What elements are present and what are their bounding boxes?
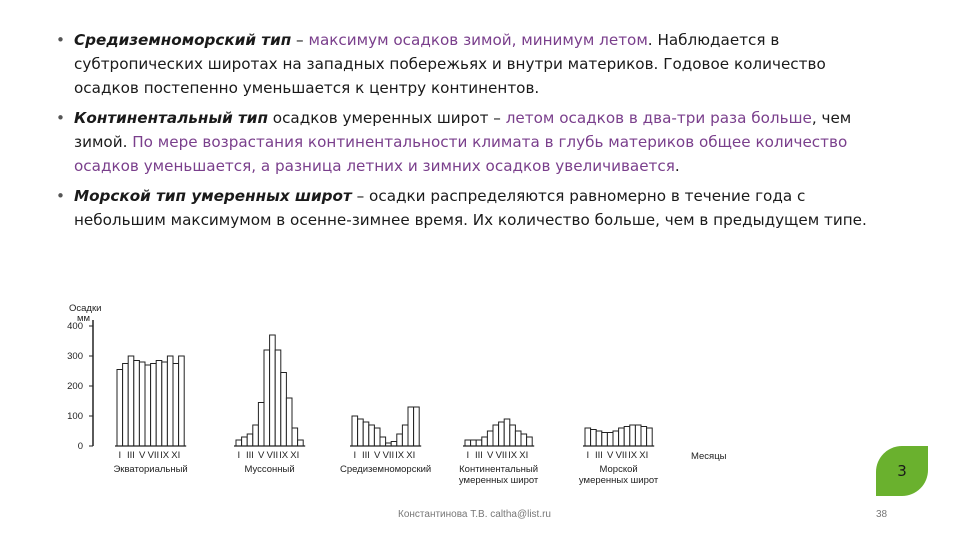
bar — [630, 425, 636, 446]
month-tick-label: XI — [290, 450, 300, 461]
month-tick-label: VII — [266, 450, 279, 461]
series-caption: умеренных широт — [578, 475, 659, 486]
bar — [402, 425, 408, 446]
bar — [515, 431, 521, 446]
bar — [613, 431, 619, 446]
slide-badge: 3 — [876, 446, 928, 496]
bar — [504, 419, 510, 446]
bar — [635, 425, 641, 446]
bar — [151, 364, 157, 447]
text: . — [674, 157, 680, 175]
bar — [358, 419, 364, 446]
bar — [374, 428, 380, 446]
month-tick-label: VII — [615, 450, 628, 461]
bar — [607, 433, 613, 447]
bar — [585, 428, 591, 446]
highlight: По мере возрастания континентальности климата в глубь материков общее количество осадков уменьшается, а разница летних и зимних осадков увеличивается — [74, 133, 848, 175]
bar — [117, 370, 123, 447]
text: осадков умеренных широт – — [267, 109, 506, 127]
month-tick-label: XI — [639, 450, 649, 461]
bar — [380, 437, 386, 446]
bar — [493, 425, 499, 446]
bar — [134, 361, 140, 447]
month-tick-label: I — [353, 450, 357, 461]
bar — [363, 422, 369, 446]
month-tick-label: XI — [171, 450, 181, 461]
bar — [236, 440, 242, 446]
bar — [482, 437, 488, 446]
bullet-dot: • — [56, 187, 65, 205]
chart-svg — [55, 296, 755, 496]
bar — [173, 364, 179, 447]
month-tick-label: XI — [406, 450, 416, 461]
month-tick-label: VII — [495, 450, 508, 461]
bar — [647, 428, 653, 446]
series-caption: Средиземноморский — [339, 464, 432, 475]
bar — [471, 440, 477, 446]
month-tick-label: III — [475, 450, 483, 461]
month-tick-label: IX — [628, 450, 638, 461]
bar — [298, 440, 304, 446]
month-tick-label: VII — [382, 450, 395, 461]
series-caption: Муссонный — [244, 464, 295, 475]
month-tick-label: V — [607, 450, 614, 461]
y-tick-label: 200 — [67, 381, 83, 392]
bar — [247, 434, 253, 446]
bar — [264, 350, 270, 446]
bullet-mediterranean — [56, 28, 876, 100]
y-tick-label: 300 — [67, 351, 83, 362]
highlight: летом осадков в два-три раза больше — [505, 109, 812, 127]
month-tick-label: V — [487, 450, 494, 461]
bar — [414, 407, 420, 446]
bar — [258, 403, 264, 447]
bar — [369, 425, 375, 446]
month-tick-label: I — [586, 450, 590, 461]
bar — [270, 335, 276, 446]
series-caption: умеренных широт — [458, 475, 539, 486]
bar — [619, 428, 625, 446]
precipitation-chart — [55, 296, 755, 496]
month-tick-label: III — [362, 450, 370, 461]
bar — [641, 427, 647, 447]
bar — [499, 422, 505, 446]
bar — [602, 433, 608, 447]
month-tick-label: III — [127, 450, 135, 461]
series-caption: Экваториальный — [113, 464, 188, 475]
bar — [521, 434, 527, 446]
bar — [179, 356, 185, 446]
month-tick-label: IX — [395, 450, 405, 461]
bar — [391, 442, 397, 447]
bullet-marine — [56, 184, 876, 232]
text: , чем зимой. — [74, 109, 852, 151]
y-tick-label: 100 — [67, 411, 83, 422]
term: Средиземноморский тип — [74, 31, 292, 49]
bar — [275, 350, 281, 446]
month-tick-label: IX — [160, 450, 170, 461]
bar — [281, 373, 287, 447]
bar — [487, 431, 493, 446]
bar — [397, 434, 403, 446]
bar — [253, 425, 259, 446]
y-axis-title: Осадки — [69, 303, 102, 314]
series-caption: Морской — [599, 464, 638, 475]
bar — [591, 430, 597, 447]
month-tick-label: III — [246, 450, 254, 461]
text: – осадки распределяются равномерно в течение года с небольшим максимумом в осенне-зимнее время. Их количество больше, чем в предыдущем типе. — [74, 187, 867, 229]
y-tick-label: 0 — [77, 441, 83, 452]
y-axis-unit: мм — [77, 313, 91, 324]
bar — [465, 440, 471, 446]
series-caption: Континентальный — [459, 464, 539, 475]
bar — [156, 361, 162, 447]
term: Континентальный тип — [74, 109, 268, 127]
footer-author: Константинова Т.В. caltha@list.ru — [398, 509, 551, 520]
x-axis-title: Месяцы — [691, 451, 727, 462]
month-tick-label: XI — [519, 450, 529, 461]
month-tick-label: I — [466, 450, 470, 461]
month-tick-label: I — [237, 450, 241, 461]
text: – — [291, 31, 309, 49]
bar — [167, 356, 173, 446]
bar — [476, 440, 482, 446]
highlight: максимум осадков зимой, минимум летом — [308, 31, 648, 49]
bar — [123, 364, 129, 447]
bullet-dot: • — [56, 31, 65, 49]
month-tick-label: V — [374, 450, 381, 461]
month-tick-label: V — [139, 450, 146, 461]
text: . Наблюдается в субтропических широтах на западных побережьях и внутри материков. Годовое количество осадков постепенно уменьшается к центру континентов. — [74, 31, 826, 97]
bar — [408, 407, 414, 446]
footer-page-number: 38 — [876, 509, 888, 520]
month-tick-label: V — [258, 450, 265, 461]
term: Морской тип умеренных широт — [74, 187, 352, 205]
bar — [510, 425, 516, 446]
bar — [527, 437, 533, 446]
month-tick-label: VII — [147, 450, 160, 461]
month-tick-label: IX — [508, 450, 518, 461]
y-tick-label: 400 — [67, 321, 83, 332]
bar — [624, 427, 630, 447]
bar — [145, 365, 151, 446]
slide-text — [56, 28, 876, 238]
bullet-dot: • — [56, 109, 65, 127]
month-tick-label: III — [595, 450, 603, 461]
bullet-continental — [56, 106, 876, 178]
month-tick-label: IX — [279, 450, 289, 461]
bar — [286, 398, 292, 446]
month-tick-label: I — [118, 450, 122, 461]
bar — [292, 428, 298, 446]
bar — [162, 362, 168, 446]
bar — [352, 416, 358, 446]
bar — [128, 356, 134, 446]
bar — [242, 437, 248, 446]
bar — [139, 362, 145, 446]
bar — [596, 431, 602, 446]
